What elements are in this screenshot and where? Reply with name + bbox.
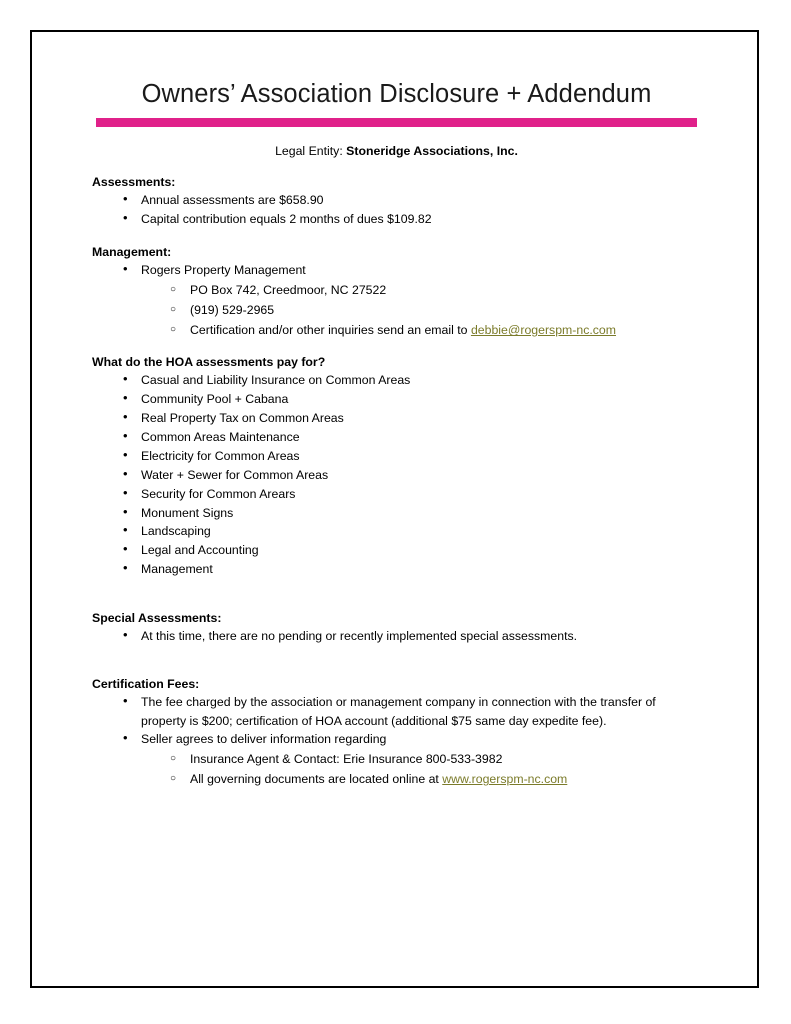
title-underline-bar — [96, 118, 697, 127]
management-details-list — [92, 280, 701, 340]
certification-sub-list — [92, 749, 701, 789]
page-title: Owners’ Association Disclosure + Addendum — [141, 80, 652, 108]
section-heading-special-assessments: Special Assessments: — [92, 610, 222, 625]
legal-entity-label: Legal Entity: — [275, 144, 343, 158]
section-heading-assessments: Assessments: — [92, 175, 176, 189]
section-heading-management: Management: — [92, 245, 172, 260]
list-item: • Legal and Accounting — [92, 541, 701, 559]
special-assessments-list — [92, 627, 701, 645]
list-item: ○ PO Box 742, Creedmoor, NC 27522 — [92, 280, 701, 300]
email-link[interactable]: debbie@rogerspm-nc.com — [470, 323, 617, 338]
email-prefix-text: Certification and/or other inquiries send an email to — [190, 323, 471, 338]
list-item: • Rogers Property Management — [92, 261, 701, 279]
document-body — [92, 80, 701, 789]
docs-prefix-text: All governing documents are located online at — [190, 772, 443, 787]
list-item: • Security for Common Arears — [92, 485, 701, 503]
list-item: • Real Property Tax on Common Areas — [92, 409, 701, 427]
list-item: • At this time, there are no pending or recently implemented special assessments. — [92, 627, 701, 645]
document-page — [30, 30, 759, 988]
management-list — [92, 261, 701, 279]
assessments-list — [92, 191, 701, 228]
list-item-docs — [92, 769, 701, 789]
legal-entity-line — [92, 144, 701, 158]
section-heading-certification-fees: Certification Fees: — [92, 677, 200, 692]
list-item-email — [92, 320, 701, 340]
list-item: • Landscaping — [92, 522, 701, 540]
list-item: • Capital contribution equals 2 months of dues $109.82 — [92, 210, 701, 228]
list-item: • The fee charged by the association or management company in connection with the transfer of property is $200; certification of HOA account (additional $75 same day expedite fee). — [92, 693, 701, 730]
website-link[interactable]: www.rogerspm-nc.com — [442, 772, 568, 787]
list-item: ○ (919) 529-2965 — [92, 300, 701, 320]
list-item: • Annual assessments are $658.90 — [92, 191, 701, 209]
list-item: • Management — [92, 560, 701, 578]
list-item: • Monument Signs — [92, 504, 701, 522]
pay-for-list — [92, 371, 701, 578]
legal-entity-name: Stoneridge Associations, Inc. — [346, 144, 518, 158]
list-item: • Common Areas Maintenance — [92, 428, 701, 446]
list-item: • Water + Sewer for Common Areas — [92, 466, 701, 484]
list-item: • Casual and Liability Insurance on Common Areas — [92, 371, 701, 389]
list-item: • Community Pool + Cabana — [92, 390, 701, 408]
list-item: • Electricity for Common Areas — [92, 447, 701, 465]
list-item: ○ Insurance Agent & Contact: Erie Insurance 800-533-3982 — [92, 749, 701, 769]
certification-fees-list — [92, 693, 701, 749]
list-item: • Seller agrees to deliver information regarding — [92, 730, 701, 748]
section-heading-pay-for: What do the HOA assessments pay for? — [92, 355, 326, 370]
